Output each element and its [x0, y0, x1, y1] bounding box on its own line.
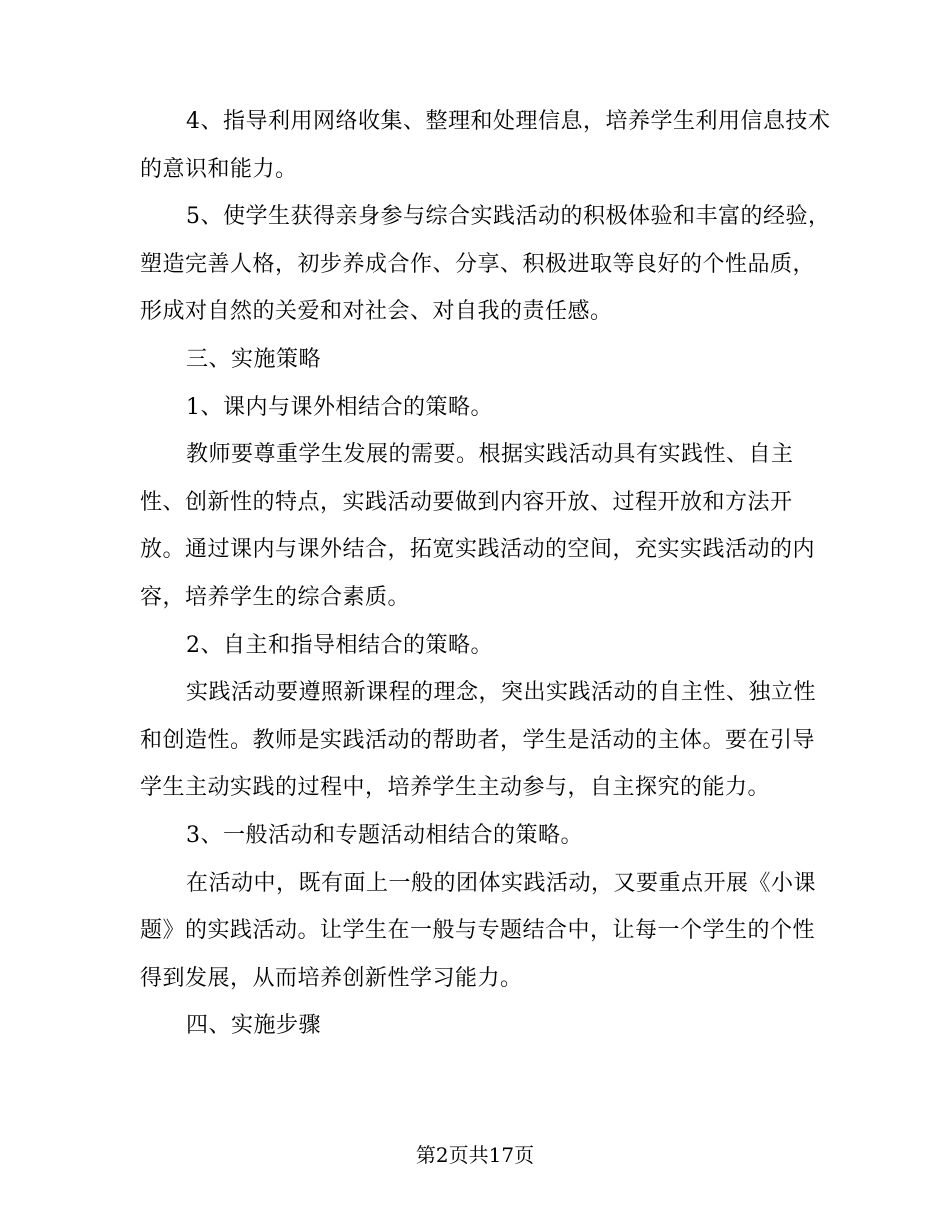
- text-line: 教师要尊重学生发展的需要。根据实践活动具有实践性、自主: [186, 442, 794, 468]
- text-line: 在活动中，既有面上一般的团体实践活动，又要重点开展《小课: [186, 870, 817, 896]
- heading-text: 四、实施步骤: [186, 1013, 322, 1039]
- text-line: 实践活动要遵照新课程的理念，突出实践活动的自主性、独立性: [186, 680, 817, 706]
- strategy-2-body: [140, 669, 817, 812]
- page-number-footer: 第2页共17页: [415, 1143, 535, 1167]
- text-line: 放。通过课内与课外结合，拓宽实践活动的空间，充实实践活动的内: [140, 537, 816, 563]
- text-line: 1、课内与课外相结合的策略。: [186, 394, 493, 420]
- text-line: 性、创新性的特点，实践活动要做到内容开放、过程开放和方法开: [140, 489, 793, 515]
- strategy-1-title: [140, 384, 810, 432]
- text-line: 题》的实践活动。让学生在一般与专题结合中，让每一个学生的个性: [140, 918, 816, 944]
- text-line: 形成对自然的关爱和对社会、对自我的责任感。: [140, 299, 613, 325]
- text-line: 5、使学生获得亲身参与综合实践活动的积极体验和丰富的经验，: [186, 204, 831, 230]
- strategy-3-title: [140, 812, 810, 860]
- text-line: 学生主动实践的过程中，培养学生主动参与，自主探究的能力。: [140, 775, 771, 801]
- text-line: 和创造性。教师是实践活动的帮助者，学生是活动的主体。要在引导: [140, 727, 816, 753]
- text-line: 2、自主和指导相结合的策略。: [186, 632, 493, 658]
- heading-text: 三、实施策略: [186, 346, 322, 372]
- text-line: 得到发展，从而培养创新性学习能力。: [140, 965, 523, 991]
- strategy-2-title: [140, 622, 810, 670]
- text-line: 容，培养学生的综合素质。: [140, 584, 411, 610]
- text-line: 塑造完善人格，初步养成合作、分享、积极进取等良好的个性品质，: [140, 251, 816, 277]
- document-body: [140, 98, 831, 1050]
- strategy-1-body: [140, 431, 816, 621]
- paragraph-item-5: [140, 193, 831, 336]
- text-line: 3、一般活动和专题活动相结合的策略。: [186, 822, 583, 848]
- text-line: 4、指导利用网络收集、整理和处理信息，培养学生利用信息技术: [186, 109, 831, 134]
- text-line: 的意识和能力。: [140, 156, 298, 182]
- paragraph-item-4: [140, 98, 831, 193]
- section-heading-implementation-steps: [140, 1002, 810, 1050]
- strategy-3-body: [140, 860, 817, 1003]
- section-heading-implementation-strategy: [140, 336, 810, 384]
